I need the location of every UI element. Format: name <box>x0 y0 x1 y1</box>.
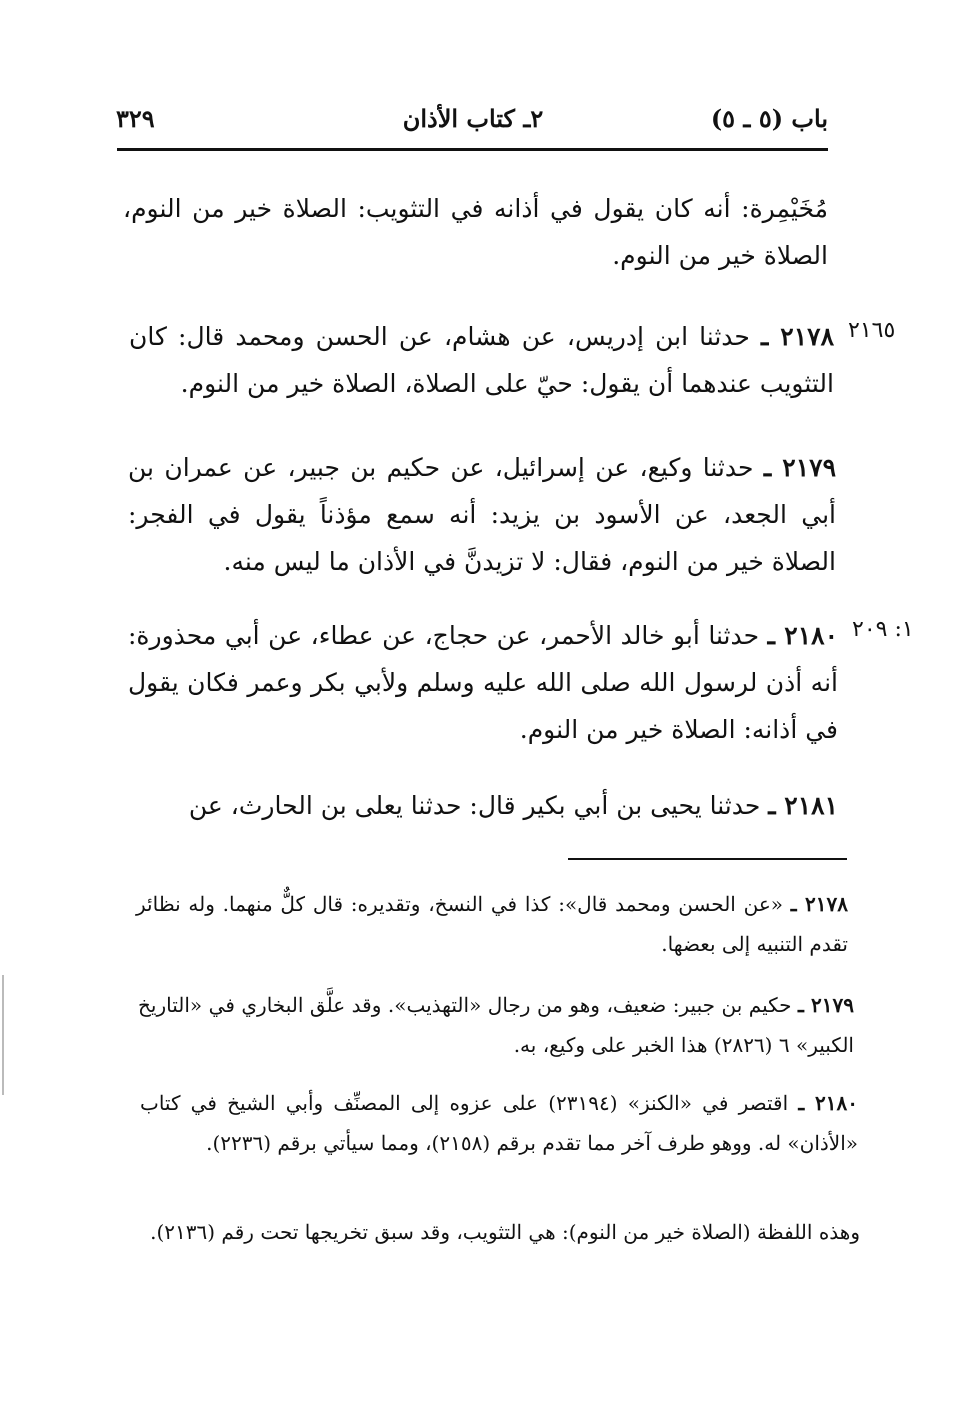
hadith-number: ٢١٨٠ ـ <box>767 621 838 650</box>
hadith-text: حدثنا ابن إدريس، عن هشام، عن الحسن ومحمد قال: كان التثويب عندهما أن يقول: حيّ على الصلاة، الصلاة خير من النوم. <box>129 322 834 398</box>
header-rule <box>117 148 828 151</box>
hadith-2179 <box>128 444 836 585</box>
footnote-separator <box>568 858 847 860</box>
footnote-text: «عن الحسن ومحمد قال»: كذا في النسخ، وتقديره: قال كلٌّ منهما. وله نظائر تقدم التنبيه إلى بعضها. <box>136 892 848 956</box>
footnote-2180-cont <box>140 1212 860 1252</box>
hadith-2178 <box>129 313 834 407</box>
paragraph-text: مُخَيْمِرة: أنه كان يقول في أذانه في التثويب: الصلاة خير من النوم، الصلاة خير من النوم. <box>123 194 828 270</box>
footnote-2179 <box>138 985 854 1065</box>
hadith-number: ٢١٧٨ ـ <box>761 322 834 351</box>
footnote-2178 <box>136 884 848 964</box>
hadith-number: ٢١٨١ ـ <box>768 791 838 820</box>
chapter-heading: باب (٥ ـ ٥) <box>710 104 828 133</box>
continued-paragraph <box>123 185 828 279</box>
hadith-number: ٢١٧٩ ـ <box>763 453 837 482</box>
margin-reference: ٢١٦٥ <box>848 318 896 343</box>
footnote-2180 <box>140 1083 858 1163</box>
footnote-text: وهذه اللفظة (الصلاة خير من النوم): هي التثويب، وقد سبق تخريجها تحت رقم (٢١٣٦). <box>150 1220 860 1244</box>
hadith-2180 <box>128 612 838 753</box>
footnote-text: اقتصر في «الكنز» (٢٣١٩٤) على عزوه إلى المصنِّف وأبي الشيخ في كتاب «الأذان» له. ووهو طرف آخر مما تقدم برقم (٢١٥٨)، ومما سيأتي برقم (٢٢٣٦). <box>140 1091 858 1155</box>
book-title: ٢ـ كتاب الأذان <box>402 104 544 133</box>
footnote-text: حكيم بن جبير: ضعيف، وهو من رجال «التهذيب». وقد علَّق البخاري في «التاريخ الكبير» ٦ (٢٨٢٦) هذا الخبر على وكيع، به. <box>138 993 854 1057</box>
footnote-number: ٢١٨٠ ـ <box>798 1091 858 1115</box>
hadith-2181 <box>128 782 838 829</box>
hadith-text: حدثنا وكيع، عن إسرائيل، عن حكيم بن جبير، عن عمران بن أبي الجعد، عن الأسود بن يزيد: أنه سمع مؤذناً يقول في الفجر: الصلاة خير من النوم، فقال: لا تزيدنَّ في الأذان ما ليس منه. <box>128 453 836 576</box>
footnote-number: ٢١٧٩ ـ <box>798 993 854 1017</box>
footnote-number: ٢١٧٨ ـ <box>790 892 848 916</box>
hadith-text: حدثنا يحيى بن أبي بكير قال: حدثنا يعلى بن الحارث، عن <box>188 791 769 820</box>
margin-reference: ١: ٢٠٩ <box>852 617 914 642</box>
scan-edge-mark <box>2 975 4 1095</box>
hadith-text: حدثنا أبو خالد الأحمر، عن حجاج، عن عطاء، عن أبي محذورة: أنه أذن لرسول الله صلى الله عليه وسلم ولأبي بكر وعمر فكان يقول في أذانه: الصلاة خير من النوم. <box>128 621 838 744</box>
page-number: ٣٢٩ <box>116 104 155 133</box>
